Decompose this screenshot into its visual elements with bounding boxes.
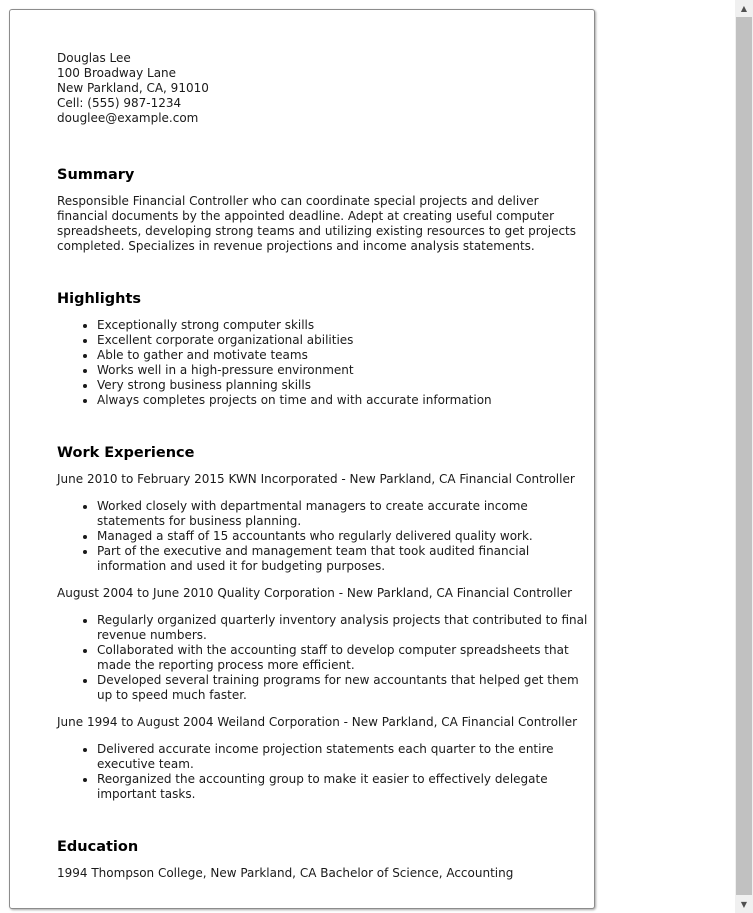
job-bullets (57, 499, 592, 574)
job-bullet: • Regularly organized quarterly inventory analysis projects that contributed to final revenue numbers. (97, 613, 592, 643)
job-bullets (57, 742, 592, 802)
highlight-item: • Excellent corporate organizational abilities (97, 333, 592, 348)
highlight-item: • Exceptionally strong computer skills (97, 318, 592, 333)
resume-page (9, 9, 595, 909)
work-experience-heading: Work Experience (57, 445, 195, 461)
highlights-section (57, 290, 592, 408)
summary-text: Responsible Financial Controller who can coordinate special projects and deliver financial documents by the appointed deadline. Adept at creating useful computer spreadsheets, developing strong teams and utilizing existing resources to get projects completed. Specializes in revenue projections and income analysis statements. (57, 194, 577, 253)
work-experience-section (57, 444, 592, 802)
job-bullet: • Delivered accurate income projection statements each quarter to the entire executive team. (97, 742, 592, 772)
job-entry (57, 586, 592, 703)
job-header: June 2010 to February 2015 KWN Incorporated - New Parkland, CA Financial Controller (57, 472, 575, 486)
highlights-heading: Highlights (57, 291, 142, 307)
highlight-item: • Always completes projects on time and with accurate information (97, 393, 592, 408)
job-bullet: • Part of the executive and management team that took audited financial information and used it for budgeting purposes. (97, 544, 592, 574)
job-bullet: • Worked closely with departmental managers to create accurate income statements for business planning. (97, 499, 592, 529)
contact-cell: Cell: (555) 987-1234 (57, 96, 182, 110)
scroll-down-arrow-icon[interactable]: ▼ (735, 896, 753, 913)
job-bullet: • Managed a staff of 15 accountants who regularly delivered quality work. (97, 529, 592, 544)
job-header: August 2004 to June 2010 Quality Corporation - New Parkland, CA Financial Controller (57, 586, 573, 600)
job-bullet: • Collaborated with the accounting staff to develop computer spreadsheets that made the reporting process more efficient. (97, 643, 592, 673)
contact-email: douglee@example.com (57, 111, 199, 125)
highlight-item: • Works well in a high-pressure environment (97, 363, 592, 378)
contact-name: Douglas Lee (57, 51, 131, 65)
highlight-item: • Very strong business planning skills (97, 378, 592, 393)
resume-content (57, 51, 592, 881)
job-header: June 1994 to August 2004 Weiland Corporation - New Parkland, CA Financial Controller (57, 715, 578, 729)
education-heading: Education (57, 839, 139, 855)
contact-city: New Parkland, CA, 91010 (57, 81, 209, 95)
education-section (57, 838, 592, 881)
scroll-up-arrow-icon[interactable]: ▲ (735, 0, 753, 17)
summary-heading: Summary (57, 167, 135, 183)
job-bullet: • Reorganized the accounting group to make it easier to effectively delegate important tasks. (97, 772, 592, 802)
job-bullet: • Developed several training programs for new accountants that helped get them up to speed much faster. (97, 673, 592, 703)
vertical-scrollbar[interactable] (735, 0, 753, 913)
job-entry (57, 715, 592, 802)
summary-section (57, 166, 592, 254)
scrollbar-thumb[interactable] (736, 17, 752, 895)
job-bullets (57, 613, 592, 703)
contact-street: 100 Broadway Lane (57, 66, 177, 80)
highlights-list (57, 318, 592, 408)
job-entry (57, 472, 592, 574)
highlight-item: • Able to gather and motivate teams (97, 348, 592, 363)
contact-block (57, 51, 592, 126)
education-entry: 1994 Thompson College, New Parkland, CA Bachelor of Science, Accounting (57, 866, 514, 880)
